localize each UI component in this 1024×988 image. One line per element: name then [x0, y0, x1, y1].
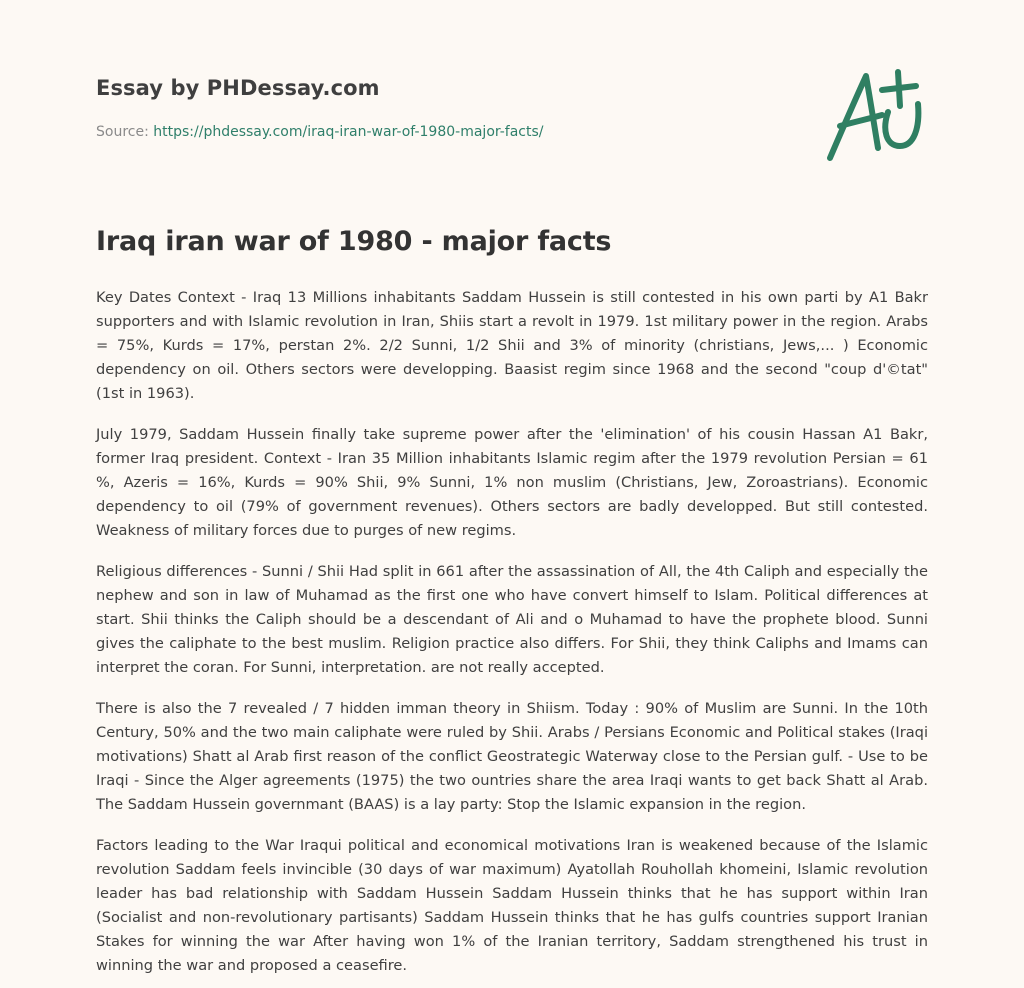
- essay-title: Iraq iran war of 1980 - major facts: [96, 226, 612, 257]
- source-label: Source:: [96, 124, 149, 140]
- essay-body: [96, 286, 928, 988]
- essay-paragraph: Religious differences - Sunni / Shii Had split in 661 after the assassination of All, the 4th Caliph and especially the nephew and son in law of Muhamad as the first one who have convert himself to Islam. Political differences at start. Shii thinks the Caliph should be a descendant of Ali and o Muhamad to have the prophete blood. Sunni gives the caliphate to the best muslim. Religion practice also differs. For Shii, they think Caliphs and Imams can interpret the coran. For Sunni, interpretation. are not really accepted.: [96, 563, 928, 676]
- a-plus-grade-icon: [820, 68, 930, 166]
- essay-paragraph: Key Dates Context - Iraq 13 Millions inhabitants Saddam Hussein is still contested in his own parti by A1 Bakr supporters and with Islamic revolution in Iran, Shiis start a revolt in 1979. 1st military power in the region. Arabs = 75%, Kurds = 17%, perstan 2%. 2/2 Sunni, 1/2 Shii and 3% of minority (christians, Jews,... ) Economic dependency on oil. Others sectors were developping. Baasist regim since 1968 and the second "coup d'©tat" (1st in 1963).: [96, 289, 928, 402]
- essay-paragraph: July 1979, Saddam Hussein finally take supreme power after the 'elimination' of his cousin Hassan A1 Bakr, former Iraq president. Context - Iran 35 Million inhabitants Islamic regim after the 1979 revolution Persian = 61 %, Azeris = 16%, Kurds = 90% Shii, 9% Sunni, 1% non muslim (Christians, Jew, Zoroastrians). Economic dependency to oil (79% of government revenues). Others sectors are badly developped. But still contested. Weakness of military forces due to purges of new regims.: [96, 426, 928, 539]
- source-line: [96, 124, 796, 140]
- site-brand: Essay by PHDessay.com: [96, 76, 380, 100]
- page-header: [96, 76, 796, 140]
- essay-paragraph: There is also the 7 revealed / 7 hidden imman theory in Shiism. Today : 90% of Muslim are Sunni. In the 10th Century, 50% and the two main caliphate were ruled by Shii. Arabs / Persians Economic and Political stakes (Iraqi motivations) Shatt al Arab first reason of the conflict Geostrategic Waterway close to the Persian gulf. - Use to be Iraqi - Since the Alger agreements (1975) the two ountries share the area Iraqi wants to get back Shatt al Arab. The Saddam Hussein governmant (BAAS) is a lay party: Stop the Islamic expansion in the region.: [96, 700, 928, 813]
- essay-paragraph: Factors leading to the War Iraqui political and economical motivations Iran is weakened because of the Islamic revolution Saddam feels invincible (30 days of war maximum) Ayatollah Rouhollah khomeini, Islamic revolution leader has bad relationship with Saddam Hussein Saddam Hussein thinks that he has support within Iran (Socialist and non-revolutionary partisants) Saddam Hussein thinks that he has gulfs countries support Iranian Stakes for winning the war After having won 1% of the Iranian territory, Saddam strengthened his trust in winning the war and proposed a ceasefire.: [96, 837, 928, 974]
- source-link[interactable]: https://phdessay.com/iraq-iran-war-of-1980-major-facts/: [153, 124, 544, 140]
